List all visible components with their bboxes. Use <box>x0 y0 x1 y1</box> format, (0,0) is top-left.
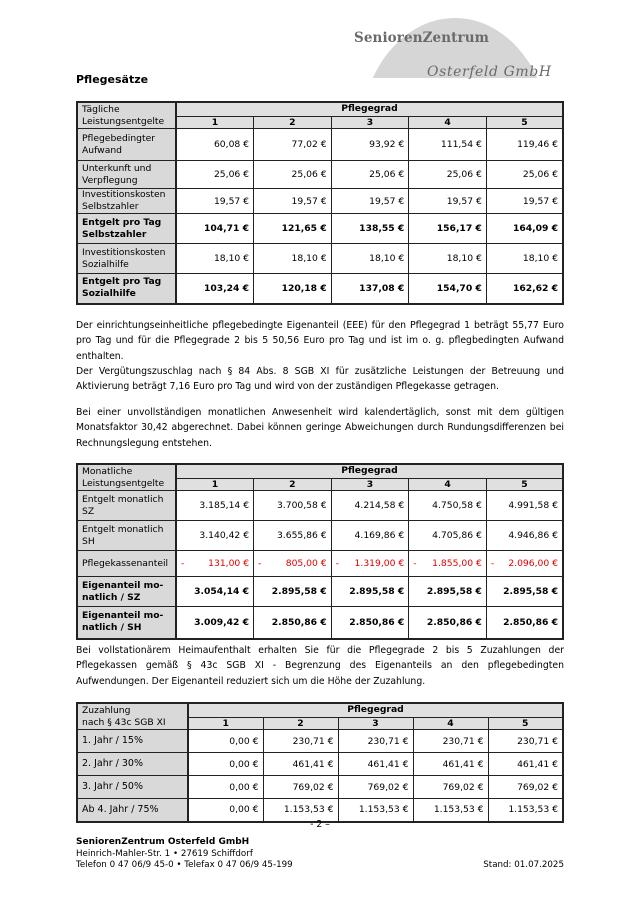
row-label-label2: SH <box>82 535 95 547</box>
cell-pflegegrad-2: 1.153,53 € <box>263 799 338 822</box>
paragraph-zuzahlung: Bei vollstationärem Heimaufenthalt erhalten Sie für die Pflegegrade 2 bis 5 Zuzahlungen der Pflegekassen gemäß § 43c SGB XI - Begrenzung des Eigenanteils an den pflegebedingten Aufwendungen. Der Eigenanteil reduziert sich um die Höhe der Zuzahlung. <box>76 645 564 687</box>
row-label-label1: Entgelt pro Tag <box>82 276 162 288</box>
minus-sign: - <box>180 558 185 569</box>
row-label-label2: Sozialhilfe <box>82 258 129 270</box>
cell-pflegegrad-1: 0,00 € <box>188 753 263 776</box>
header-label <box>77 464 176 491</box>
footer-company: SeniorenZentrum Osterfeld GmbH <box>76 837 250 847</box>
row-label-label2: Selbstzahler <box>82 201 139 212</box>
page-title: Pflegesätze <box>76 73 149 86</box>
table-row <box>77 244 563 274</box>
row-label-label1: Entgelt monatlich <box>82 523 164 535</box>
daily-rates-table <box>76 101 564 305</box>
table-row <box>77 129 563 161</box>
cell-pflegegrad-1: 0,00 € <box>188 776 263 799</box>
cell-pflegegrad-1: 25,06 € <box>176 161 254 189</box>
cell-pflegegrad-1: 104,71 € <box>176 214 254 244</box>
header-label <box>77 703 188 730</box>
cell-pflegegrad-3: 769,02 € <box>338 776 413 799</box>
cell-pflegegrad-3: 230,71 € <box>338 730 413 753</box>
col-header-1: 1 <box>176 478 254 490</box>
cell-pflegegrad-5: 1.153,53 € <box>488 799 563 822</box>
cell-pflegegrad-4: 230,71 € <box>413 730 488 753</box>
cell-pflegegrad-1: 3.185,14 € <box>176 491 254 521</box>
paragraph-verguetungszuschlag: Der Vergütungszuschlag nach § 84 Abs. 8 SGB XI für zusätzliche Leistungen der Betreuung und Aktivierung beträgt 7,16 Euro pro Tag und wird von der zuständigen Pflegekasse getragen. <box>76 366 564 393</box>
cell-pflegegrad-2: 769,02 € <box>263 776 338 799</box>
row-label-label1: Unterkunft und <box>82 162 152 174</box>
row-label <box>77 129 176 161</box>
cell-pflegegrad-4: 461,41 € <box>413 753 488 776</box>
row-label-label2: Aufwand <box>82 144 122 156</box>
col-header-2: 2 <box>254 478 332 490</box>
pflegegrad-header: Pflegegrad <box>176 464 563 478</box>
row-label <box>77 244 176 274</box>
cell-pflegegrad-4: 111,54 € <box>409 129 487 161</box>
row-label-label1: Pflegekassenanteil <box>82 557 169 569</box>
cell-pflegegrad-5: 162,62 € <box>486 274 563 304</box>
monthly-rates-table <box>76 463 564 640</box>
cell-pflegegrad-4: 2.850,86 € <box>409 607 487 639</box>
cell-pflegegrad-2: 121,65 € <box>254 214 332 244</box>
table-row <box>77 577 563 607</box>
table-row <box>77 776 563 799</box>
cell-pflegegrad-5: 4.946,86 € <box>486 521 563 551</box>
cell-pflegegrad-5: 164,09 € <box>486 214 563 244</box>
cell-pflegegrad-3: 1.153,53 € <box>338 799 413 822</box>
cell-value: 805,00 € <box>285 558 327 569</box>
cell-pflegegrad-2: 25,06 € <box>254 161 332 189</box>
cell-pflegegrad-2: 461,41 € <box>263 753 338 776</box>
col-header-5: 5 <box>486 478 563 490</box>
header-label-line1: Monatliche <box>82 466 133 477</box>
row-label-text: Ab 4. Jahr / 75% <box>82 803 159 815</box>
row-label <box>77 577 176 607</box>
table-row <box>77 607 563 639</box>
row-label-text: 2. Jahr / 30% <box>82 758 143 769</box>
footer-stand-date: Stand: 01.07.2025 <box>483 860 564 870</box>
cell-value: 1.855,00 € <box>432 558 482 569</box>
col-header-4: 4 <box>413 717 488 729</box>
header-label-line2: nach § 43c SGB XI <box>82 717 166 728</box>
row-label-label2: natlich / SZ <box>82 591 141 603</box>
cell-pflegegrad-2: 3.655,86 € <box>254 521 332 551</box>
table-row <box>77 274 563 304</box>
row-label <box>77 161 176 189</box>
col-header-1: 1 <box>176 116 254 128</box>
footer-address: Heinrich-Mahler-Str. 1 • 27619 Schiffdorf <box>76 848 253 859</box>
cell-pflegegrad-5: 230,71 € <box>488 730 563 753</box>
row-label-label1: Eigenanteil mo- <box>82 579 164 591</box>
cell-pflegegrad-4: 156,17 € <box>409 214 487 244</box>
col-header-3: 3 <box>331 478 409 490</box>
row-label <box>77 521 176 551</box>
row-label <box>77 214 176 244</box>
cell-pflegegrad-3: 4.169,86 € <box>331 521 409 551</box>
row-label-label1: Investitionskosten <box>82 246 166 258</box>
cell-pflegegrad-2: 3.700,58 € <box>254 491 332 521</box>
minus-sign: - <box>490 558 495 569</box>
header-label-line2: Leistungsentgelte <box>82 478 165 489</box>
cell-pflegegrad-3: 18,10 € <box>331 244 409 274</box>
row-label <box>77 776 188 799</box>
cell-pflegegrad-3 <box>331 551 409 577</box>
cell-pflegegrad-5: 18,10 € <box>486 244 563 274</box>
cell-pflegegrad-1 <box>176 551 254 577</box>
cell-pflegegrad-4: 1.153,53 € <box>413 799 488 822</box>
cell-pflegegrad-2: 2.895,58 € <box>254 577 332 607</box>
cell-pflegegrad-1: 18,10 € <box>176 244 254 274</box>
cell-pflegegrad-2: 77,02 € <box>254 129 332 161</box>
cell-pflegegrad-3: 2.850,86 € <box>331 607 409 639</box>
col-header-5: 5 <box>486 116 563 128</box>
cell-pflegegrad-5: 769,02 € <box>488 776 563 799</box>
page-number: - 2 – <box>310 819 330 830</box>
table-row <box>77 189 563 214</box>
col-header-3: 3 <box>331 116 409 128</box>
cell-pflegegrad-1: 3.009,42 € <box>176 607 254 639</box>
row-label-label2: Verpflegung <box>82 174 138 186</box>
header-label-line1: Tägliche <box>82 104 120 115</box>
cell-pflegegrad-2: 18,10 € <box>254 244 332 274</box>
row-label <box>77 551 176 577</box>
cell-pflegegrad-4: 4.705,86 € <box>409 521 487 551</box>
cell-pflegegrad-3: 93,92 € <box>331 129 409 161</box>
pflegegrad-header: Pflegegrad <box>188 703 563 717</box>
col-header-2: 2 <box>254 116 332 128</box>
table-row <box>77 753 563 776</box>
cell-value: 131,00 € <box>208 558 250 569</box>
cell-pflegegrad-5: 461,41 € <box>488 753 563 776</box>
header-label-line1: Zuzahlung <box>82 705 131 716</box>
cell-pflegegrad-4 <box>409 551 487 577</box>
cell-pflegegrad-3: 138,55 € <box>331 214 409 244</box>
row-label-label2: SZ <box>82 505 95 517</box>
row-label-text: 3. Jahr / 50% <box>82 781 143 792</box>
table-row <box>77 551 563 577</box>
cell-pflegegrad-5: 19,57 € <box>486 189 563 214</box>
row-label <box>77 607 176 639</box>
cell-pflegegrad-1: 0,00 € <box>188 799 263 822</box>
row-label-label1: Pflegebedingter <box>82 132 156 144</box>
row-label-text: 1. Jahr / 15% <box>82 735 143 746</box>
row-label-label1: Eigenanteil mo- <box>82 610 164 622</box>
col-header-1: 1 <box>188 717 263 729</box>
pflegegrad-header: Pflegegrad <box>176 102 563 116</box>
cell-value: 1.319,00 € <box>354 558 405 569</box>
row-label <box>77 274 176 304</box>
cell-pflegegrad-5 <box>486 551 563 577</box>
row-label-label1: Entgelt pro Tag <box>82 216 162 228</box>
row-label <box>77 730 188 753</box>
row-label <box>77 753 188 776</box>
logo-line2: Osterfeld GmbH <box>427 64 552 80</box>
table-row <box>77 214 563 244</box>
minus-sign: - <box>335 558 339 569</box>
row-label-label1: Entgelt monatlich <box>82 493 164 505</box>
cell-pflegegrad-4: 25,06 € <box>409 161 487 189</box>
cell-pflegegrad-5: 119,46 € <box>486 129 563 161</box>
table-row <box>77 730 563 753</box>
row-label-label2: Selbstzahler <box>82 228 147 240</box>
cell-pflegegrad-4: 154,70 € <box>409 274 487 304</box>
logo-line1: SeniorenZentrum <box>354 30 490 46</box>
cell-pflegegrad-4: 18,10 € <box>409 244 487 274</box>
cell-pflegegrad-3: 2.895,58 € <box>331 577 409 607</box>
cell-pflegegrad-2: 230,71 € <box>263 730 338 753</box>
company-logo <box>354 18 570 80</box>
paragraph-anwesenheit: Bei einer unvollständigen monatlichen Anwesenheit wird kalendertäglich, sonst mit dem gültigen Monatsfaktor 30,42 abgerechnet. Dabei können geringe Abweichungen durch Rundungsdifferenzen bei Rechnungslegung entstehen. <box>76 407 564 449</box>
cell-pflegegrad-1: 103,24 € <box>176 274 254 304</box>
col-header-3: 3 <box>338 717 413 729</box>
cell-pflegegrad-4: 19,57 € <box>409 189 487 214</box>
cell-pflegegrad-1: 60,08 € <box>176 129 254 161</box>
cell-pflegegrad-2 <box>254 551 332 577</box>
cell-pflegegrad-4: 4.750,58 € <box>409 491 487 521</box>
cell-pflegegrad-5: 2.850,86 € <box>486 607 563 639</box>
row-label <box>77 189 176 214</box>
cell-pflegegrad-5: 4.991,58 € <box>486 491 563 521</box>
row-label <box>77 491 176 521</box>
table-row <box>77 491 563 521</box>
cell-pflegegrad-4: 769,02 € <box>413 776 488 799</box>
cell-pflegegrad-5: 2.895,58 € <box>486 577 563 607</box>
cell-pflegegrad-5: 25,06 € <box>486 161 563 189</box>
minus-sign: - <box>258 558 262 569</box>
minus-sign: - <box>413 558 417 569</box>
cell-pflegegrad-3: 4.214,58 € <box>331 491 409 521</box>
table-row <box>77 521 563 551</box>
footer <box>76 837 293 872</box>
row-label-label2: Sozialhilfe <box>82 288 136 300</box>
cell-pflegegrad-3: 137,08 € <box>331 274 409 304</box>
cell-value: 2.096,00 € <box>508 558 558 569</box>
cell-pflegegrad-1: 3.140,42 € <box>176 521 254 551</box>
col-header-4: 4 <box>409 116 487 128</box>
cell-pflegegrad-1: 19,57 € <box>176 189 254 214</box>
row-label-label2: natlich / SH <box>82 622 142 634</box>
col-header-2: 2 <box>263 717 338 729</box>
header-label <box>77 102 176 129</box>
cell-pflegegrad-1: 0,00 € <box>188 730 263 753</box>
cell-pflegegrad-2: 120,18 € <box>254 274 332 304</box>
cell-pflegegrad-4: 2.895,58 € <box>409 577 487 607</box>
cell-pflegegrad-1: 3.054,14 € <box>176 577 254 607</box>
cell-pflegegrad-3: 19,57 € <box>331 189 409 214</box>
cell-pflegegrad-3: 25,06 € <box>331 161 409 189</box>
cell-pflegegrad-3: 461,41 € <box>338 753 413 776</box>
cell-pflegegrad-2: 19,57 € <box>254 189 332 214</box>
col-header-4: 4 <box>409 478 487 490</box>
zuzahlung-table <box>76 702 564 823</box>
row-label-label1: Investitionskosten <box>82 189 166 200</box>
header-label-line2: Leistungsentgelte <box>82 116 165 127</box>
table-row <box>77 161 563 189</box>
footer-phone: Telefon 0 47 06/9 45-0 • Telefax 0 47 06/9 45-199 <box>76 860 293 870</box>
col-header-5: 5 <box>488 717 563 729</box>
paragraph-eee: Der einrichtungseinheitliche pflegebedingte Eigenanteil (EEE) für den Pflegegrad 1 beträgt 55,77 Euro pro Tag und für die Pflegegrade 2 bis 5 50,56 Euro pro Tag und ist im o. g. pflegbedingten Aufwand enthalten. <box>76 320 564 362</box>
cell-pflegegrad-2: 2.850,86 € <box>254 607 332 639</box>
